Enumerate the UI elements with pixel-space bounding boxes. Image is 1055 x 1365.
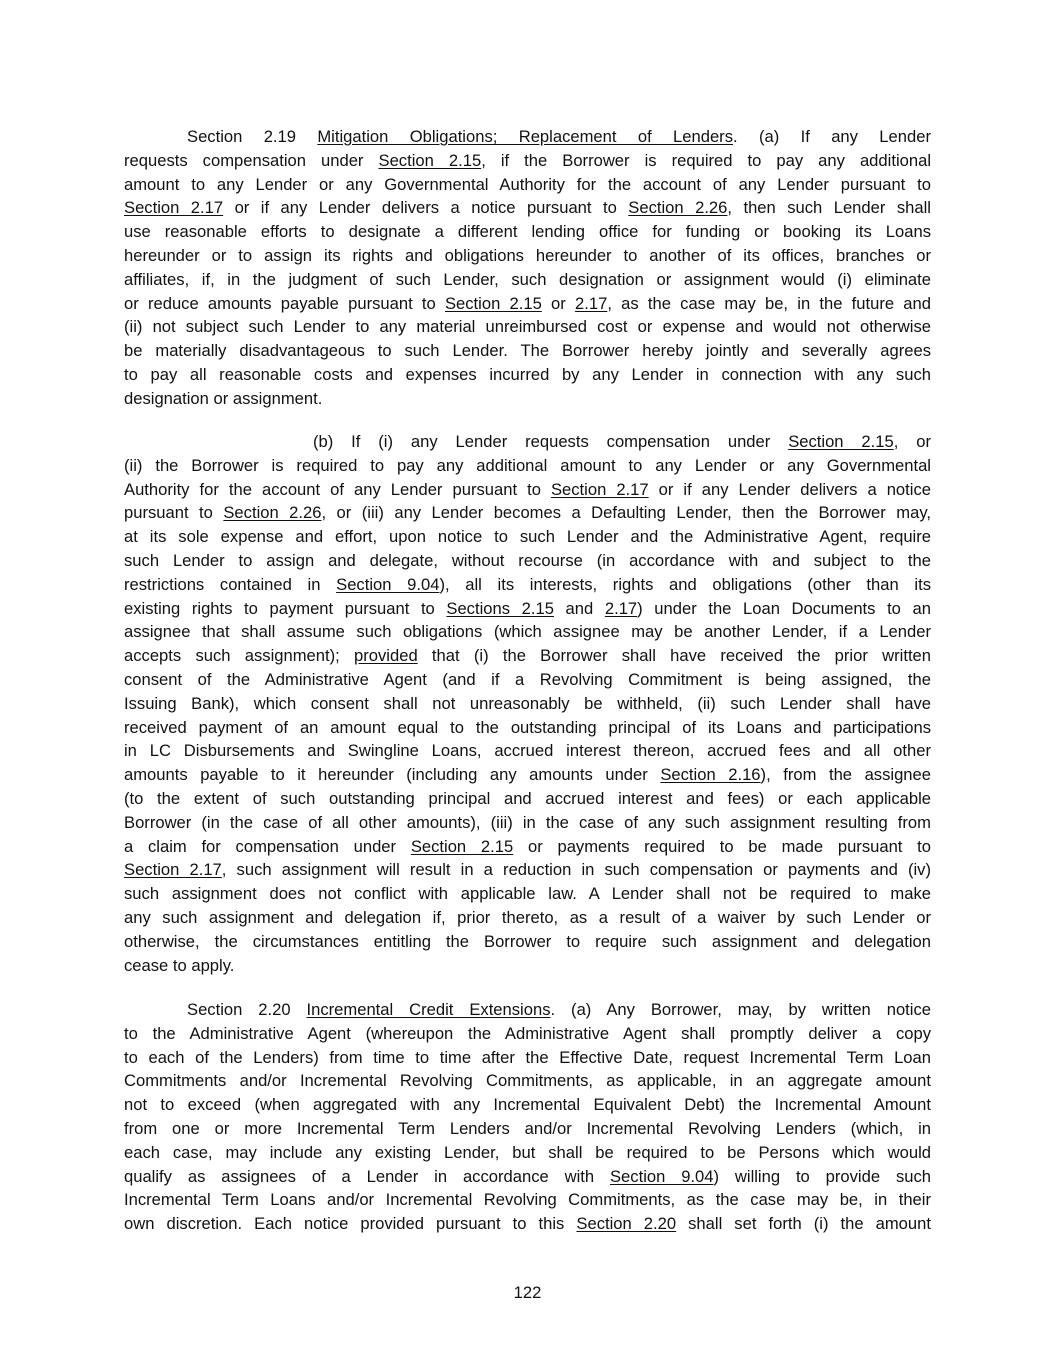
section-reference: Section 2.20 [576, 1214, 677, 1234]
section-reference: Section 2.26 [223, 503, 322, 523]
text-line [124, 906, 931, 930]
text-line [124, 1093, 931, 1117]
text-line [124, 1069, 931, 1093]
text-run: in LC Disbursements and Swingline Loans, accrued interest thereon, accrued fees and all other [124, 741, 931, 761]
text-run: accepts such assignment); [124, 646, 355, 666]
text-line [124, 573, 931, 597]
text-run: and [553, 598, 605, 618]
text-line [124, 454, 931, 478]
text-line [124, 1022, 931, 1046]
page-number: 122 [513, 1283, 542, 1302]
section-reference: Section 2.15 [788, 432, 894, 451]
section-reference: Section 2.17 [124, 860, 222, 880]
text-run: at its sole expense and effort, upon notice to such Lender and the Administrative Agent, require [124, 527, 931, 547]
text-line [124, 835, 931, 859]
section-reference: Section 2.17 [124, 198, 224, 218]
text-line [124, 149, 931, 173]
paragraph-section-2-19-b [124, 430, 931, 977]
text-line [124, 387, 931, 411]
section-reference: Sections 2.15 [446, 598, 554, 618]
text-run: (b) If (i) any Lender requests compensation under [313, 432, 789, 451]
text-run: such Lender to assign and delegate, without recourse (in accordance with and subject to the [124, 550, 931, 570]
text-run: or [541, 293, 576, 313]
text-run: Section 2.19 [187, 127, 318, 146]
text-run: Incremental Term Loans and/or Incremental Revolving Commitments, as the case may be, in their [124, 1190, 931, 1210]
text-run: that (i) the Borrower shall have received the prior written [417, 646, 932, 666]
text-run: , such assignment will result in a reduction in such compensation or payments and (iv) [221, 860, 931, 880]
text-run: requests compensation under [124, 150, 379, 170]
text-line [124, 763, 931, 787]
text-run: ) under the Loan Documents to an [637, 598, 931, 618]
text-line [124, 1188, 931, 1212]
text-run: to pay all reasonable costs and expenses incurred by any Lender in connection with any such [124, 364, 931, 384]
text-line [124, 1141, 931, 1165]
text-run: any such assignment and delegation if, prior thereto, as a result of a waiver by such Lender or [124, 907, 931, 927]
section-reference: provided [354, 646, 418, 666]
text-line [124, 998, 931, 1022]
text-line [124, 787, 931, 811]
paragraph-section-2-20-a [124, 998, 931, 1236]
text-run: from one or more Incremental Term Lenders and/or Incremental Revolving Lenders (which, in [124, 1118, 931, 1138]
text-line [124, 597, 931, 621]
section-reference: 2.17 [604, 598, 638, 618]
text-line [124, 739, 931, 763]
text-run: or payments required to be made pursuant to [513, 836, 931, 856]
text-line [124, 1046, 931, 1070]
text-run: use reasonable efforts to designate a different lending office for funding or booking its Loans [124, 222, 931, 242]
text-run: Borrower (in the case of all other amounts), (iii) in the case of any such assignment resulting from [124, 812, 931, 832]
text-line [124, 173, 931, 197]
text-line [124, 268, 931, 292]
text-line [124, 1165, 931, 1189]
text-line [124, 430, 931, 454]
text-run: a claim for compensation under [124, 836, 411, 856]
paragraph-section-2-19-a [124, 125, 931, 411]
text-line [124, 363, 931, 387]
text-run: amount to any Lender or any Governmental Authority for the account of any Lender pursuant to [124, 174, 931, 194]
text-run: pursuant to [124, 503, 224, 523]
text-run: (to the extent of such outstanding principal and accrued interest and fees) or each applicable [124, 788, 931, 808]
text-run: amounts payable to it hereunder (including any amounts under [124, 765, 661, 785]
text-run: , or [893, 432, 931, 451]
text-run: qualify as assignees of a Lender in accordance with [124, 1166, 610, 1186]
text-line [124, 196, 931, 220]
text-run: shall set forth (i) the amount [676, 1214, 931, 1234]
section-reference: Section 9.04 [336, 574, 440, 594]
text-run: (ii) the Borrower is required to pay any additional amount to any Lender or any Governmental [124, 455, 931, 475]
text-run: cease to apply. [124, 955, 235, 975]
text-run: or if any Lender delivers a notice pursuant to [223, 198, 629, 218]
text-run: Issuing Bank), which consent shall not unreasonably be withheld, (ii) such Lender shall have [124, 693, 931, 713]
text-line [124, 244, 931, 268]
section-reference: 2.17 [575, 293, 608, 313]
section-reference: Section 2.15 [378, 150, 482, 170]
text-run: to the Administrative Agent (whereupon the Administrative Agent shall promptly deliver a copy [124, 1023, 931, 1043]
text-line [124, 525, 931, 549]
text-run: . (a) Any Borrower, may, by written notice [550, 1000, 931, 1019]
text-run: , as the case may be, in the future and [607, 293, 931, 313]
text-line [124, 315, 931, 339]
text-line [124, 220, 931, 244]
text-line [124, 811, 931, 835]
text-line [124, 644, 931, 668]
text-line [124, 478, 931, 502]
text-run: ), from the assignee [760, 765, 931, 785]
text-run: such assignment does not conflict with applicable law. A Lender shall not be required to make [124, 884, 931, 904]
text-line [124, 1117, 931, 1141]
text-run: or reduce amounts payable pursuant to [124, 293, 445, 313]
text-run: affiliates, if, in the judgment of such Lender, such designation or assignment would (i) eliminate [124, 269, 931, 289]
text-run: designation or assignment. [124, 388, 323, 408]
text-run: Commitments and/or Incremental Revolving Commitments, as applicable, in an aggregate amount [124, 1071, 931, 1091]
text-run: assignee that shall assume such obligations (which assignee may be another Lender, if a Lender [124, 622, 931, 642]
text-run: or if any Lender delivers a notice [648, 479, 931, 499]
section-reference: Incremental Credit Extensions [306, 1000, 551, 1019]
text-run: be materially disadvantageous to such Lender. The Borrower hereby jointly and severally agrees [124, 341, 931, 361]
text-line [124, 858, 931, 882]
text-run: own discretion. Each notice provided pursuant to this [124, 1214, 577, 1234]
text-line [124, 501, 931, 525]
text-line [124, 954, 931, 978]
text-run: , if the Borrower is required to pay any additional [481, 150, 931, 170]
text-line [124, 339, 931, 363]
text-line [124, 882, 931, 906]
text-run: , then such Lender shall [727, 198, 931, 218]
text-line [124, 692, 931, 716]
text-run: Section 2.20 [187, 1000, 307, 1019]
section-reference: Section 2.26 [628, 198, 728, 218]
section-reference: Mitigation Obligations; Replacement of Lenders [317, 127, 734, 146]
text-run: . (a) If any Lender [733, 127, 931, 146]
section-reference: Section 9.04 [609, 1166, 714, 1186]
text-run: hereunder or to assign its rights and obligations hereunder to another of its offices, branches or [124, 245, 931, 265]
text-run: Authority for the account of any Lender pursuant to [124, 479, 551, 499]
text-run: each case, may include any existing Lender, but shall be required to be Persons which would [124, 1142, 931, 1162]
text-line [124, 549, 931, 573]
text-run: ) willing to provide such [713, 1166, 931, 1186]
text-run: otherwise, the circumstances entitling the Borrower to require such assignment and delegation [124, 931, 931, 951]
text-run: received payment of an amount equal to the outstanding principal of its Loans and participations [124, 717, 931, 737]
text-run: consent of the Administrative Agent (and if a Revolving Commitment is being assigned, the [124, 669, 931, 689]
section-reference: Section 2.17 [550, 479, 649, 499]
text-run: restrictions contained in [124, 574, 337, 594]
text-line [124, 1212, 931, 1236]
text-line [124, 292, 931, 316]
text-line [124, 930, 931, 954]
section-reference: Section 2.15 [444, 293, 542, 313]
text-run: to each of the Lenders) from time to time after the Effective Date, request Incremental Term Loan [124, 1047, 931, 1067]
text-run: (ii) not subject such Lender to any material unreimbursed cost or expense and would not otherwise [124, 317, 931, 337]
section-reference: Section 2.15 [410, 836, 514, 856]
text-line [124, 716, 931, 740]
text-line [124, 620, 931, 644]
text-run: , or (iii) any Lender becomes a Defaulting Lender, then the Borrower may, [321, 503, 931, 523]
text-line [124, 668, 931, 692]
section-reference: Section 2.16 [660, 765, 761, 785]
text-run: not to exceed (when aggregated with any Incremental Equivalent Debt) the Incremental Amount [124, 1095, 931, 1115]
text-run: existing rights to payment pursuant to [124, 598, 447, 618]
text-run: ), all its interests, rights and obligations (other than its [439, 574, 931, 594]
text-line [124, 125, 931, 149]
